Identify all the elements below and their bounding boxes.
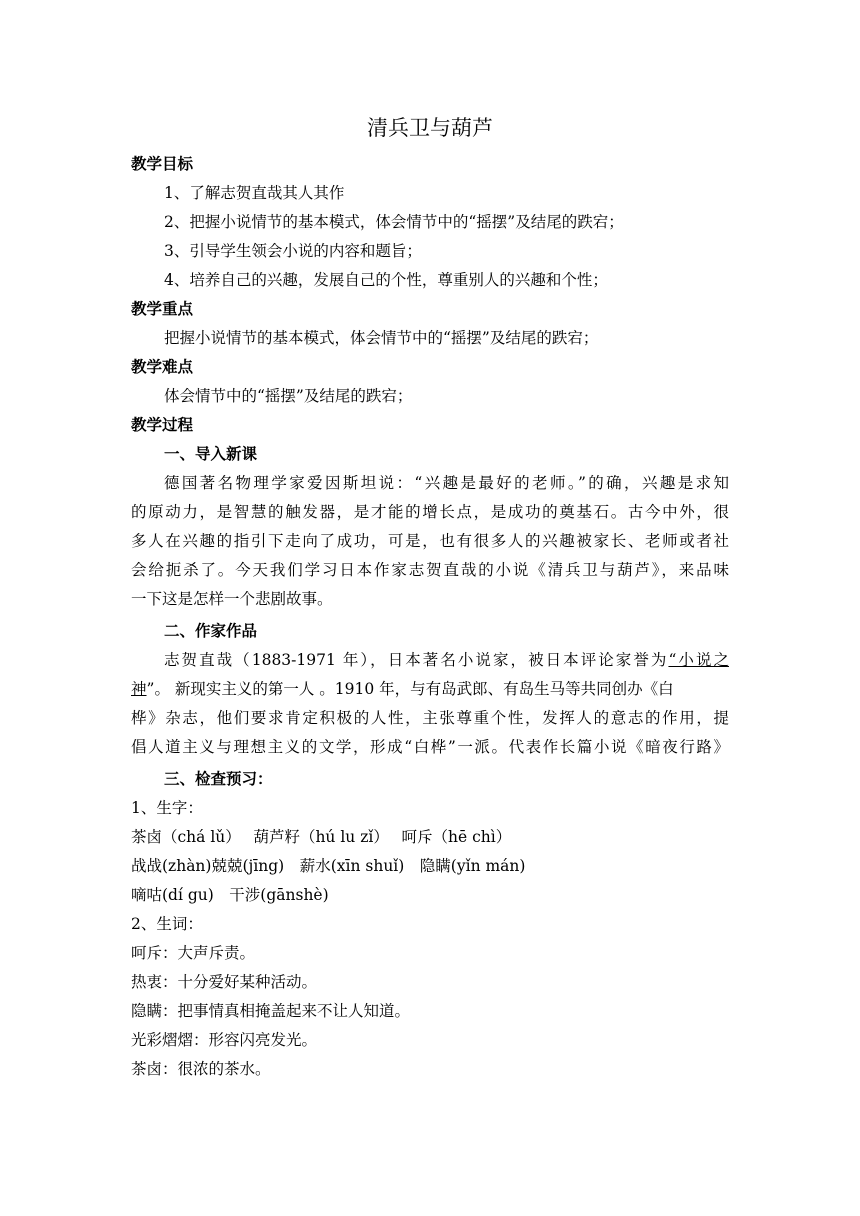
section-intro-heading: 一、导入新课: [164, 445, 258, 463]
goal-item: 3、引导学生领会小说的内容和题旨；: [164, 242, 422, 260]
pinyin-line: 茶卤（chá lǔ） 葫芦籽（hú lu zǐ） 呵斥（hē chì）: [131, 828, 512, 846]
word-definition: 隐瞒：把事情真相掩盖起来不让人知道。: [131, 1002, 411, 1020]
section-author-heading: 二、作家作品: [164, 622, 258, 640]
document-title: 清兵卫与葫芦: [367, 116, 493, 140]
intro-paragraph-line: 多人在兴趣的指引下走向了成功，可是，也有很多人的兴趣被家长、老师或者社: [131, 532, 729, 550]
underlined-phrase: 神: [131, 680, 147, 698]
difficulty-heading: 教学难点: [131, 358, 194, 376]
author-paragraph-line: [164, 646, 729, 675]
word-definition: 热衷：十分爱好某种活动。: [131, 973, 318, 991]
author-paragraph-line: 桦》杂志，他们要求肯定积极的人性，主张尊重个性，发挥人的意志的作用，提: [131, 709, 729, 727]
new-words-heading: 2、生词：: [131, 915, 203, 933]
intro-paragraph-line: 的原动力，是智慧的触发器，是才能的增长点，是成功的奠基石。古今中外，很: [131, 503, 729, 521]
underlined-phrase: “小说之: [668, 651, 729, 669]
word-definition: 光彩熠熠：形容闪亮发光。: [131, 1031, 318, 1049]
goal-item: 2、把握小说情节的基本模式，体会情节中的“摇摆”及结尾的跌宕；: [164, 213, 624, 231]
goal-item: 4、培养自己的兴趣，发展自己的个性，尊重别人的兴趣和个性；: [164, 271, 608, 289]
author-text: 志贺直哉（1883-1971 年），日本著名小说家，被日本评论家誉为: [164, 651, 669, 669]
author-text: ”。 新现实主义的第一人 。1910 年，与有岛武郎、有岛生马等共同创办《白: [146, 680, 674, 698]
focus-text: 把握小说情节的基本模式，体会情节中的“摇摆”及结尾的跌宕；: [164, 329, 599, 347]
goals-heading: 教学目标: [131, 155, 194, 173]
pinyin-line: 嘀咕(dí gu) 干涉(gānshè): [131, 886, 329, 904]
word-definition: 茶卤：很浓的茶水。: [131, 1060, 271, 1078]
goal-item: 1、了解志贺直哉其人其作: [164, 184, 345, 202]
intro-paragraph-line: 一下这是怎样一个悲剧故事。: [131, 590, 333, 608]
difficulty-text: 体会情节中的“摇摆”及结尾的跌宕；: [164, 387, 413, 405]
process-heading: 教学过程: [131, 416, 194, 434]
intro-paragraph-line: 德国著名物理学家爱因斯坦说：“兴趣是最好的老师。”的确，兴趣是求知: [164, 474, 729, 492]
author-paragraph-line: [131, 675, 674, 704]
word-definition: 呵斥：大声斥责。: [131, 944, 256, 962]
section-preview-heading: 三、检查预习：: [164, 770, 273, 788]
new-chars-heading: 1、生字：: [131, 799, 203, 817]
pinyin-line: 战战(zhàn)兢兢(jīng) 薪水(xīn shuǐ) 隐瞒(yǐn mán): [131, 857, 526, 875]
focus-heading: 教学重点: [131, 300, 194, 318]
intro-paragraph-line: 会给扼杀了。今天我们学习日本作家志贺直哉的小说《清兵卫与葫芦》，来品味: [131, 561, 729, 579]
author-paragraph-line: 倡人道主义与理想主义的文学，形成“白桦”一派。代表作长篇小说《暗夜行路》: [131, 738, 729, 756]
